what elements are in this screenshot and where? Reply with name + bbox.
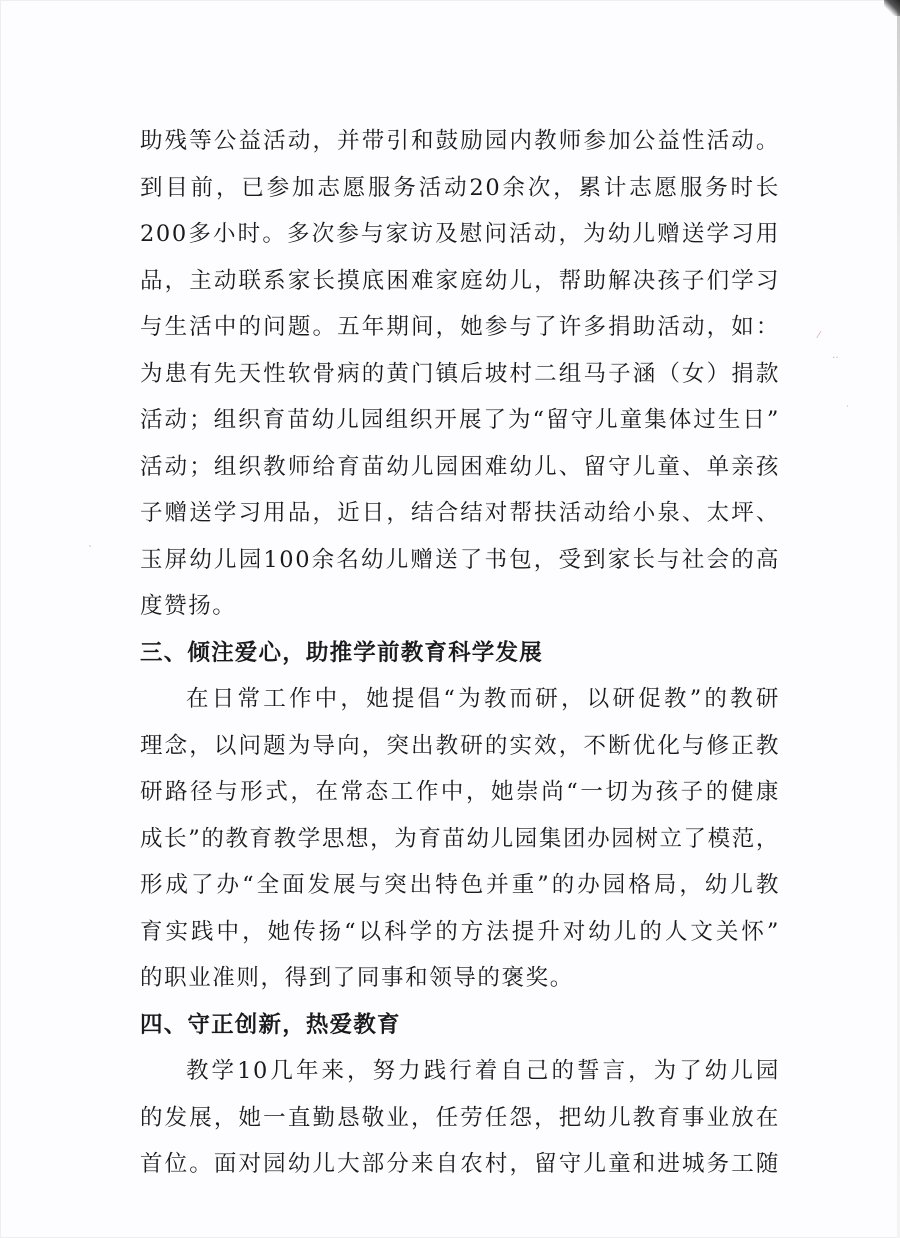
section-heading-4: 四、守正创新，热爱教育: [140, 1011, 401, 1038]
scan-mark: ˋ: [88, 545, 93, 556]
scan-corner-artifact: [884, 0, 900, 16]
paragraph-line: 在日常工作中，她提倡“为教而研，以研促教”的教研: [186, 686, 780, 712]
section-heading-3: 三、倾注爱心，助推学前教育科学发展: [140, 639, 543, 666]
scan-mark: ⁄: [818, 330, 820, 341]
paragraph-line: 子赠送学习用品，近日，结合结对帮扶活动给小泉、太坪、: [140, 500, 780, 526]
paragraph-line: 与生活中的问题。五年期间，她参与了许多捐助活动，如：: [140, 314, 780, 340]
paragraph-line: 品，主动联系家长摸底困难家庭幼儿，帮助解决孩子们学习: [140, 267, 780, 294]
paragraph-line: 200多小时。多次参与家访及慰问活动，为幼儿赠送学习用: [140, 221, 780, 247]
document-body: [140, 118, 780, 1188]
paragraph-line: 形成了办“全面发展与突出特色并重”的办园格局，幼儿教: [140, 872, 780, 898]
paragraph-line: 首位。面对园幼儿大部分来自农村，留守儿童和进城务工随: [140, 1151, 780, 1177]
scan-mark: ˙: [845, 405, 850, 416]
paragraph-line: 度赞扬。: [140, 593, 237, 619]
paragraph-line: 活动；组织教师给育苗幼儿园困难幼儿、留守儿童、单亲孩: [140, 453, 780, 480]
paragraph-line: 助残等公益活动，并带引和鼓励园内教师参加公益性活动。: [140, 128, 780, 154]
scan-mark: ‥: [832, 350, 839, 361]
paragraph-line: 的职业准则，得到了同事和领导的褒奖。: [140, 965, 574, 991]
paragraph-line: 为患有先天性软骨病的黄门镇后坡村二组马子涵（女）捐款: [140, 360, 780, 387]
paragraph-line: 育实践中，她传扬“以科学的方法提升对幼儿的人文关怀”: [140, 918, 780, 945]
paragraph-line: 活动；组织育苗幼儿园组织开展了为“留守儿童集体过生日”: [140, 407, 780, 433]
paragraph-line: 到目前，已参加志愿服务活动20余次，累计志愿服务时长: [140, 174, 780, 201]
paragraph-line: 的发展，她一直勤恳敬业，任劳任怨，把幼儿教育事业放在: [140, 1104, 780, 1131]
paragraph-line: 理念，以问题为导向，突出教研的实效，不断优化与修正教: [140, 732, 780, 759]
paragraph-line: 研路径与形式，在常态工作中，她崇尚“一切为孩子的健康: [140, 779, 780, 805]
paragraph-line: 玉屏幼儿园100余名幼儿赠送了书包，受到家长与社会的高: [140, 546, 780, 573]
paragraph-line: 教学10几年来，努力践行着自己的誓言，为了幼儿园: [186, 1058, 780, 1084]
paragraph-line: 成长”的教育教学思想，为育苗幼儿园集团办园树立了模范，: [140, 825, 780, 852]
